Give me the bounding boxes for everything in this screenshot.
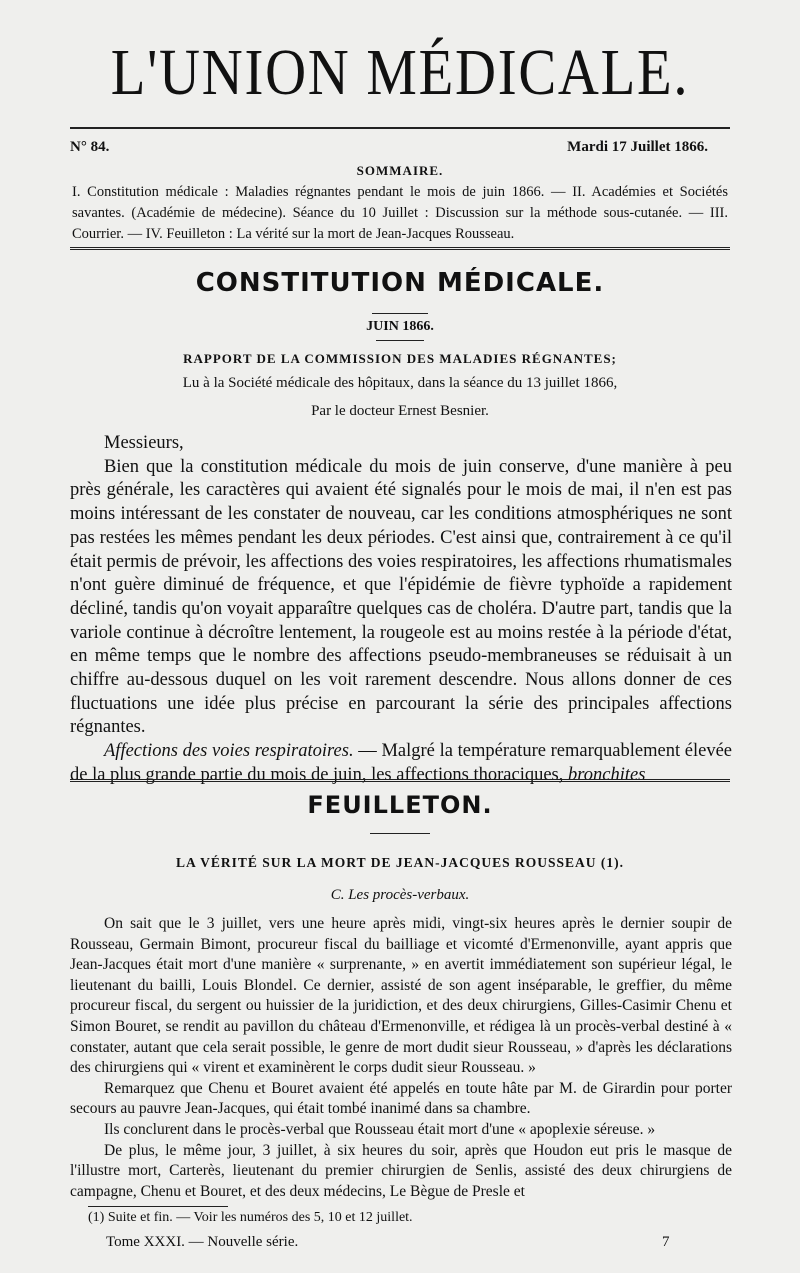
- footnote-rule: [88, 1206, 228, 1207]
- paragraph: Bien que la constitution médicale du mois de juin conserve, d'une manière à peu près générale, les caractères qui avaient été signalés pour le mois de mai, il n'en est pas moins intéressant de les constater de nouveau, car les conditions atmosphériques ne sont pas restées les mêmes pendant les deux périodes. C'est ainsi que, contrairement à ce qu'il était permis de prévoir, les affections des voies respiratoires, les affections rhumatismales n'ont guère diminué de fréquence, et que l'épidémie de fièvre typhoïde a rapidement décliné, tandis qu'on voyait apparaître quelques cas de choléra. D'autre part, tandis que la variole continue à décroître lentement, la rougeole est au moins restée à la période d'état, en même temps que le nombre des affections pseudo-membraneuses se réduisait à un chiffre au-dessous duquel on les voit rarement descendre. Nous allons donner de ces fluctuations une idée plus précise en parcourant la série des principales affections régnantes.: [70, 456, 732, 738]
- section-title-constitution: CONSTITUTION MÉDICALE.: [195, 268, 605, 298]
- salutation: Messieurs,: [104, 433, 184, 453]
- report-title: RAPPORT DE LA COMMISSION DES MALADIES RÉGNANTES;: [183, 351, 617, 366]
- italic-heading: Affections des voies respiratoires.: [104, 741, 354, 762]
- sommaire-text: I. Constitution médicale : Maladies régnantes pendant le mois de juin 1866. — II. Académies et Sociétés savantes. (Académie de médecine). Séance du 10 Juillet : Discussion sur la méthode sous-cutanée. — III. Courrier. — IV. Feuilleton : La vérité sur la mort de Jean-Jacques Rousseau.: [72, 184, 728, 242]
- paragraph: On sait que le 3 juillet, vers une heure après midi, vingt-six heures après le dernier soupir de Rousseau, Germain Bimont, procureur fiscal du bailliage et vicomté d'Ermenonville, ayant appris que Jean-Jacques était mort d'une manière « surprenante, » en avertit immédiatement son supérieur légal, le lieutenant du bailli, Louis Blondel. Ce dernier, assisté de son agent inséparable, le greffier, du même procureur fiscal, du sergent ou huissier de la juridiction, et des deux chirurgiens, Gilles-Casimir Chenu et Simon Bouret, se rendit au pavillon du château d'Ermenonville, et rédigea là un procès-verbal destiné à « constater, autant que cela serait possible, le genre de mort dudit sieur Rousseau, » d'après les déclarations des chirurgiens qui « virent et examinèrent le corps dudit sieur Rousseau. »: [70, 915, 732, 1077]
- paragraph: Remarquez que Chenu et Bouret avaient été appelés en toute hâte par M. de Girardin pour porter secours au pauvre Jean-Jacques, qui était tombé inanimé dans sa chambre.: [70, 1079, 732, 1118]
- feuilleton-underline: [370, 833, 430, 834]
- issue-number: N° 84.: [70, 139, 110, 155]
- italic-word: bronchites: [568, 764, 646, 785]
- issue-date: Mardi 17 Juillet 1866.: [567, 139, 708, 155]
- feuilleton-body: [70, 914, 732, 1202]
- footnote: (1) Suite et fin. — Voir les numéros des 5, 10 et 12 juillet.: [88, 1210, 413, 1225]
- masthead-title: L'UNION MÉDICALE.: [110, 36, 690, 109]
- feuilleton-headline: LA VÉRITÉ SUR LA MORT DE JEAN-JACQUES ROUSSEAU (1).: [176, 855, 624, 870]
- report-author: Par le docteur Ernest Besnier.: [311, 403, 489, 419]
- sommaire-rule: [70, 247, 730, 250]
- masthead-rule: [70, 127, 730, 129]
- sommaire-title: SOMMAIRE.: [356, 163, 444, 178]
- volume-text: Tome XXXI. — Nouvelle série.: [106, 1234, 299, 1250]
- report-read-at: Lu à la Société médicale des hôpitaux, dans la séance du 13 juillet 1866,: [182, 375, 618, 391]
- constitution-body: [70, 432, 732, 788]
- section-title-feuilleton: FEUILLETON.: [307, 791, 493, 819]
- feuilleton-rule: [70, 779, 730, 782]
- paragraph: Ils conclurent dans le procès-verbal que Rousseau était mort d'une « apoplexie séreuse. »: [104, 1120, 656, 1138]
- title-underline: [372, 313, 428, 314]
- month-underline: [376, 340, 424, 341]
- paragraph-text: — Malgré la température remarquablement élevée de la plus grande partie du mois de juin, les affections thoraciques,: [70, 741, 733, 785]
- feuilleton-subheading: C. Les procès-verbaux.: [330, 887, 470, 903]
- footer-volume: [106, 1234, 298, 1251]
- paragraph: De plus, le même jour, 3 juillet, à six heures du soir, après que Houdon eut pris le masque de l'illustre mort, Carterès, lieutenant du premier chirurgien de Senlis, assisté des deux chirurgiens de campagne, Chenu et Bouret, et des deux médecins, Le Bègue de Presle et: [70, 1141, 732, 1200]
- report-month: JUIN 1866.: [366, 319, 434, 334]
- page-number: 7: [662, 1234, 670, 1250]
